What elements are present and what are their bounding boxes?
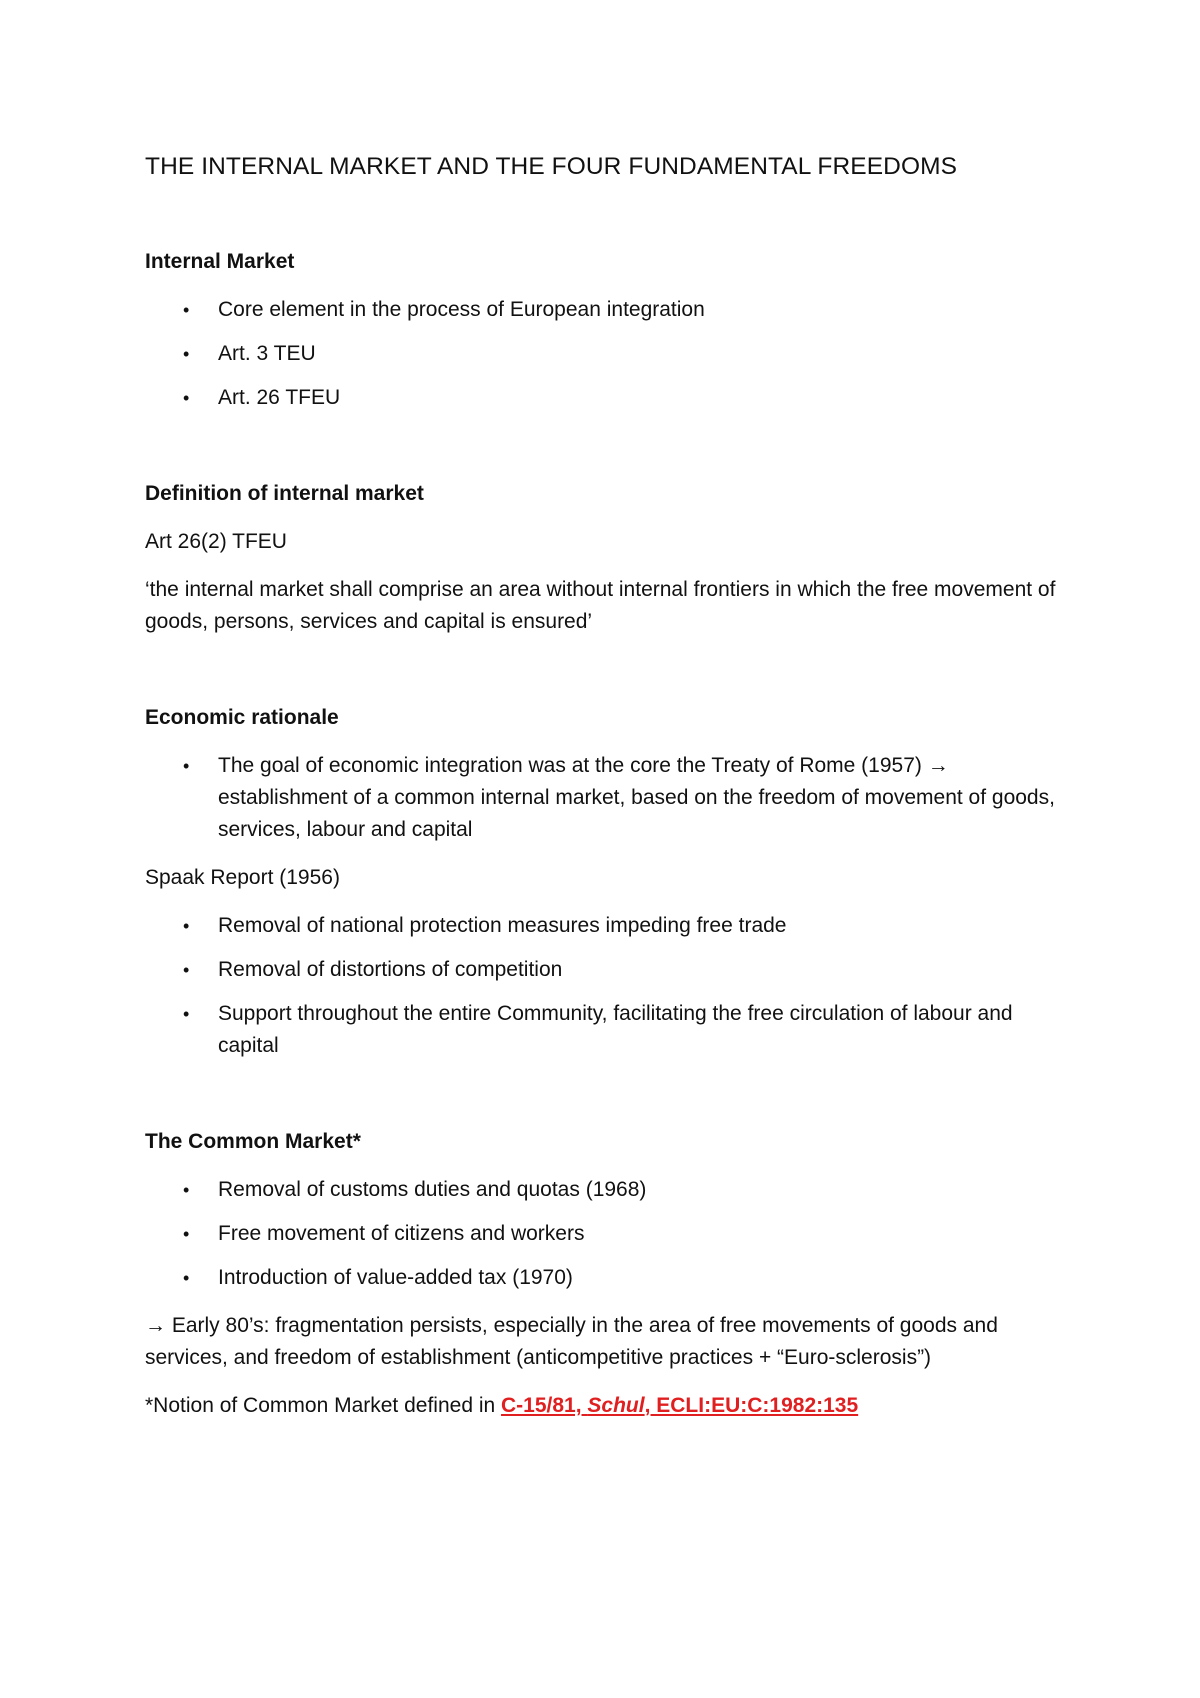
bullet-icon: • xyxy=(183,344,190,364)
list-item-text: Introduction of value-added tax (1970) xyxy=(218,1266,573,1289)
list-item-text: Free movement of citizens and workers xyxy=(218,1222,585,1245)
page-title: THE INTERNAL MARKET AND THE FOUR FUNDAMENTAL FREEDOMS xyxy=(145,153,958,180)
list-item-text: Art. 26 TFEU xyxy=(218,386,341,409)
list-item xyxy=(145,750,1075,846)
bullet-icon: • xyxy=(183,1180,190,1200)
bullet-icon: • xyxy=(183,1268,190,1288)
list-item xyxy=(145,1218,1075,1250)
internal-market-list xyxy=(145,294,1075,414)
definition-quote: ‘the internal market shall comprise an area without internal frontiers in which the free movement of goods, persons, services and capital is ensured’ xyxy=(145,578,1056,633)
list-item xyxy=(145,910,1075,942)
bullet-icon: • xyxy=(183,916,190,936)
heading-economic-rationale: Economic rationale xyxy=(145,706,339,729)
case-ecli: , ECLI:EU:C:1982:135 xyxy=(644,1394,859,1417)
footnote-prefix: *Notion of Common Market defined in xyxy=(145,1394,502,1417)
case-reference-link[interactable] xyxy=(501,1394,858,1417)
list-item-text: Removal of distortions of competition xyxy=(218,958,563,981)
common-market-note: → Early 80’s: fragmentation persists, especially in the area of free movements of goods and services, and freedom of establishment (anticompetitive practices + “Euro-sclerosis”) xyxy=(145,1314,998,1369)
spaak-report-label: Spaak Report (1956) xyxy=(145,866,340,889)
list-item-text: Support throughout the entire Community, facilitating the free circulation of labour and capital xyxy=(218,1002,1013,1057)
list-item-text: Removal of customs duties and quotas (1968) xyxy=(218,1178,647,1201)
list-item xyxy=(145,338,1075,370)
bullet-icon: • xyxy=(183,1004,190,1024)
list-item xyxy=(145,382,1075,414)
case-name: Schul xyxy=(587,1394,645,1417)
footnote xyxy=(145,1390,1075,1422)
list-item xyxy=(145,294,1075,326)
spaak-report-list xyxy=(145,910,1075,1062)
heading-definition: Definition of internal market xyxy=(145,482,424,505)
bullet-icon: • xyxy=(183,756,190,776)
common-market-list xyxy=(145,1174,1075,1294)
heading-common-market: The Common Market* xyxy=(145,1130,361,1153)
list-item-text: Core element in the process of European integration xyxy=(218,298,705,321)
definition-reference: Art 26(2) TFEU xyxy=(145,530,287,553)
list-item xyxy=(145,998,1075,1062)
bullet-icon: • xyxy=(183,388,190,408)
list-item-text: Removal of national protection measures impeding free trade xyxy=(218,914,787,937)
bullet-icon: • xyxy=(183,1224,190,1244)
list-item xyxy=(145,1174,1075,1206)
list-item xyxy=(145,954,1075,986)
economic-rationale-list xyxy=(145,750,1075,846)
list-item-text: The goal of economic integration was at the core the Treaty of Rome (1957) → establishment of a common internal market, based on the freedom of movement of goods, services, labour and capital xyxy=(218,754,1055,841)
bullet-icon: • xyxy=(183,960,190,980)
list-item-text: Art. 3 TEU xyxy=(218,342,316,365)
heading-internal-market: Internal Market xyxy=(145,250,295,273)
list-item xyxy=(145,1262,1075,1294)
document-body xyxy=(145,150,1075,1422)
case-number: C-15/81, xyxy=(501,1394,588,1417)
bullet-icon: • xyxy=(183,300,190,320)
